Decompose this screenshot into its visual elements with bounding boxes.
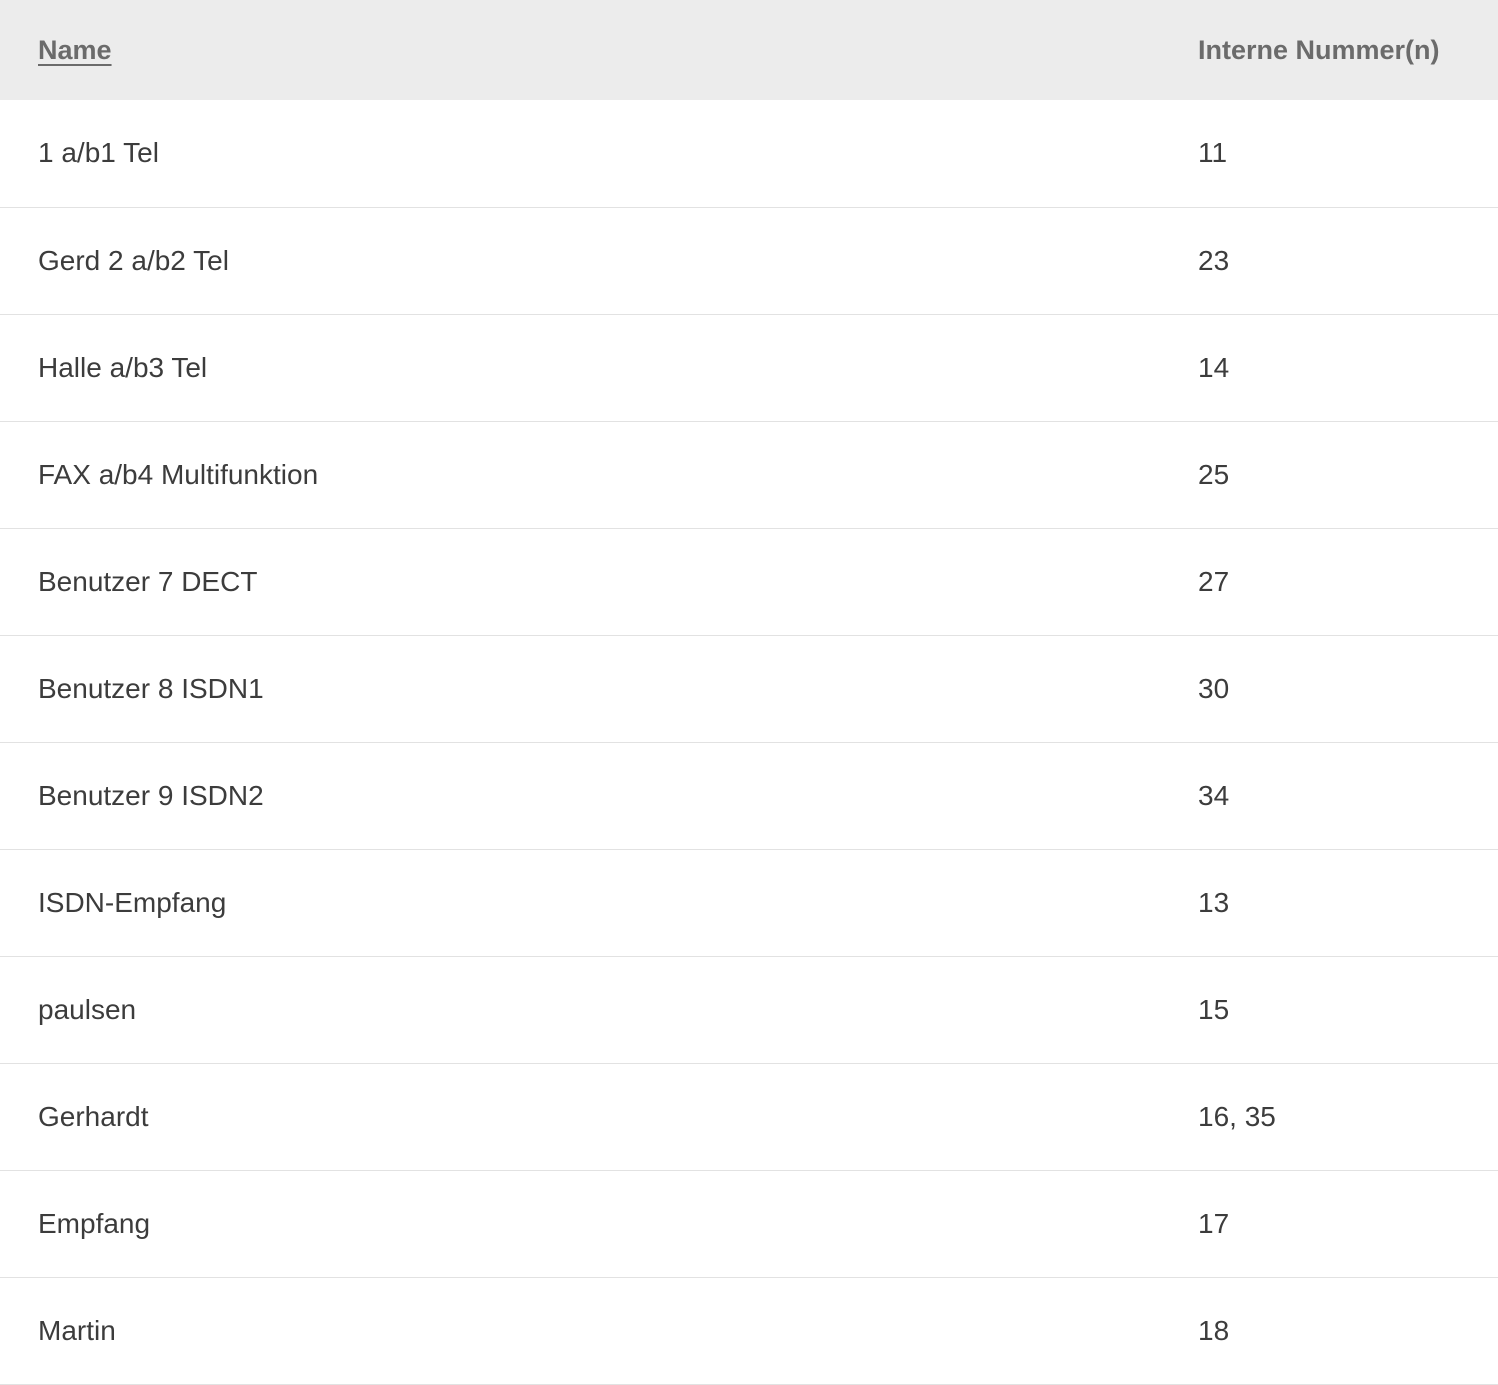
- cell-internal-numbers: 11: [1198, 137, 1228, 169]
- table-row[interactable]: [0, 956, 1498, 1063]
- cell-name: Benutzer 9 ISDN2: [38, 779, 264, 811]
- cell-internal-numbers: 34: [1198, 779, 1230, 811]
- cell-internal-numbers: 15: [1198, 993, 1230, 1025]
- table-row[interactable]: [0, 100, 1498, 207]
- cell-internal-numbers: 25: [1198, 458, 1230, 490]
- cell-name: FAX a/b4 Multifunktion: [38, 458, 319, 490]
- column-header-name[interactable]: [0, 0, 1198, 100]
- table-row[interactable]: [0, 314, 1498, 421]
- table-row[interactable]: [0, 1277, 1498, 1384]
- table-header: [0, 0, 1498, 100]
- table-row[interactable]: [0, 421, 1498, 528]
- column-header-internal-numbers-label: Interne Nummer(n): [1198, 34, 1440, 65]
- cell-internal-numbers: 17: [1198, 1207, 1230, 1239]
- cell-internal-numbers: 14: [1198, 351, 1230, 383]
- cell-internal-numbers: 27: [1198, 565, 1230, 597]
- table-row[interactable]: [0, 742, 1498, 849]
- cell-name: Gerhardt: [38, 1100, 149, 1132]
- table-row[interactable]: [0, 1063, 1498, 1170]
- table-row[interactable]: [0, 635, 1498, 742]
- column-header-internal-numbers[interactable]: [1198, 0, 1498, 100]
- cell-internal-numbers: 13: [1198, 886, 1230, 918]
- table-row[interactable]: [0, 849, 1498, 956]
- cell-name: Halle a/b3 Tel: [38, 351, 208, 383]
- cell-name: Martin: [38, 1314, 116, 1346]
- table-header-row: [0, 0, 1498, 100]
- cell-name: Benutzer 7 DECT: [38, 565, 258, 597]
- table-body: [0, 100, 1498, 1384]
- cell-name: Gerd 2 a/b2 Tel: [38, 244, 229, 276]
- cell-name: ISDN-Empfang: [38, 886, 227, 918]
- cell-internal-numbers: 30: [1198, 672, 1230, 704]
- cell-internal-numbers: 18: [1198, 1314, 1230, 1346]
- cell-name: Empfang: [38, 1207, 151, 1239]
- cell-name: paulsen: [38, 993, 137, 1025]
- table-row[interactable]: [0, 207, 1498, 314]
- cell-internal-numbers: 23: [1198, 244, 1230, 276]
- cell-name: Benutzer 8 ISDN1: [38, 672, 264, 704]
- table-row[interactable]: [0, 528, 1498, 635]
- cell-name: 1 a/b1 Tel: [38, 137, 159, 169]
- column-header-name-label: Name: [38, 34, 112, 65]
- table-row[interactable]: [0, 1170, 1498, 1277]
- cell-internal-numbers: 16, 35: [1198, 1100, 1276, 1132]
